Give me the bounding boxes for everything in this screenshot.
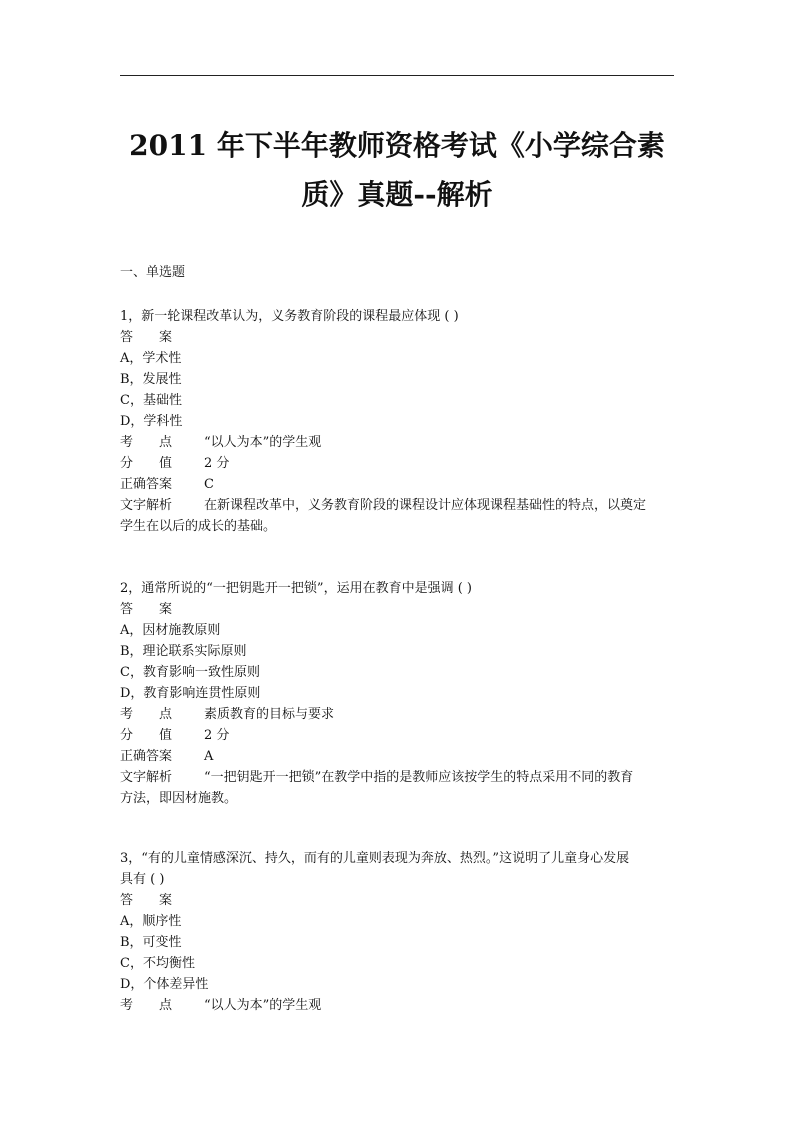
question-3-answer-heading: 答 案 bbox=[120, 893, 173, 908]
question-2-option-c: C，教育影响一致性原则 bbox=[120, 665, 260, 680]
question-1-analysis-continued: 学生在以后的成长的基础。 bbox=[120, 519, 277, 534]
question-1-kaodian-row bbox=[120, 435, 322, 450]
kaodian-value: 素质教育的目标与要求 bbox=[204, 707, 335, 722]
question-2-correct-row bbox=[120, 749, 214, 764]
question-2-analysis-row bbox=[120, 770, 634, 785]
question-3-kaodian-row bbox=[120, 998, 322, 1013]
question-3-option-d: D，个体差异性 bbox=[120, 977, 209, 992]
kaodian-label: 考 点 bbox=[120, 998, 173, 1013]
question-2-kaodian-row bbox=[120, 707, 335, 722]
question-1-option-d: D，学科性 bbox=[120, 414, 183, 429]
analysis-label: 文字解析 bbox=[120, 498, 173, 513]
analysis-text: 在新课程改革中，义务教育阶段的课程设计应体现课程基础性的特点，以奠定 bbox=[204, 498, 647, 513]
kaodian-value: “以人为本”的学生观 bbox=[204, 998, 322, 1013]
score-label: 分 值 bbox=[120, 728, 173, 743]
question-1-stem: 1，新一轮课程改革认为，义务教育阶段的课程最应体现 ( ) bbox=[120, 309, 459, 324]
question-1-score-row bbox=[120, 456, 230, 471]
correct-answer-value: A bbox=[204, 749, 214, 764]
question-1-answer-heading: 答 案 bbox=[120, 330, 173, 345]
question-1-correct-row bbox=[120, 477, 214, 492]
document-title-line-2: 质》真题--解析 bbox=[301, 178, 493, 211]
analysis-text: “一把钥匙开一把锁”在教学中指的是教师应该按学生的特点采用不同的教育 bbox=[204, 770, 634, 785]
kaodian-label: 考 点 bbox=[120, 707, 173, 722]
kaodian-value: “以人为本”的学生观 bbox=[204, 435, 322, 450]
document-title-line-1: 2011 年下半年教师资格考试《小学综合素 bbox=[129, 129, 665, 162]
kaodian-label: 考 点 bbox=[120, 435, 173, 450]
section-heading: 一、单选题 bbox=[120, 265, 186, 280]
question-2-score-row bbox=[120, 728, 230, 743]
question-2-answer-heading: 答 案 bbox=[120, 602, 173, 617]
score-value: 2 分 bbox=[204, 728, 230, 743]
analysis-label: 文字解析 bbox=[120, 770, 173, 785]
question-2-option-d: D，教育影响连贯性原则 bbox=[120, 686, 261, 701]
question-3-option-a: A，顺序性 bbox=[120, 914, 182, 929]
question-1-option-c: C，基础性 bbox=[120, 393, 182, 408]
question-2-option-b: B，理论联系实际原则 bbox=[120, 644, 247, 659]
question-2-stem: 2，通常所说的“一把钥匙开一把锁”，运用在教育中是强调 ( ) bbox=[120, 581, 472, 596]
header-rule bbox=[120, 75, 674, 76]
question-2-option-a: A，因材施教原则 bbox=[120, 623, 221, 638]
correct-answer-label: 正确答案 bbox=[120, 477, 173, 492]
question-3-option-c: C，不均衡性 bbox=[120, 956, 195, 971]
correct-answer-label: 正确答案 bbox=[120, 749, 173, 764]
question-2-analysis-continued: 方法，即因材施教。 bbox=[120, 791, 238, 806]
question-1-analysis-row bbox=[120, 498, 647, 513]
question-1-option-a: A，学术性 bbox=[120, 351, 182, 366]
question-3-stem-continued: 具有 ( ) bbox=[120, 872, 165, 887]
question-1-option-b: B，发展性 bbox=[120, 372, 182, 387]
correct-answer-value: C bbox=[204, 477, 214, 492]
score-value: 2 分 bbox=[204, 456, 230, 471]
question-3-option-b: B，可变性 bbox=[120, 935, 182, 950]
score-label: 分 值 bbox=[120, 456, 173, 471]
question-3-stem: 3，“有的儿童情感深沉、持久，而有的儿童则表现为奔放、热烈。”这说明了儿童身心发展 bbox=[120, 851, 630, 866]
